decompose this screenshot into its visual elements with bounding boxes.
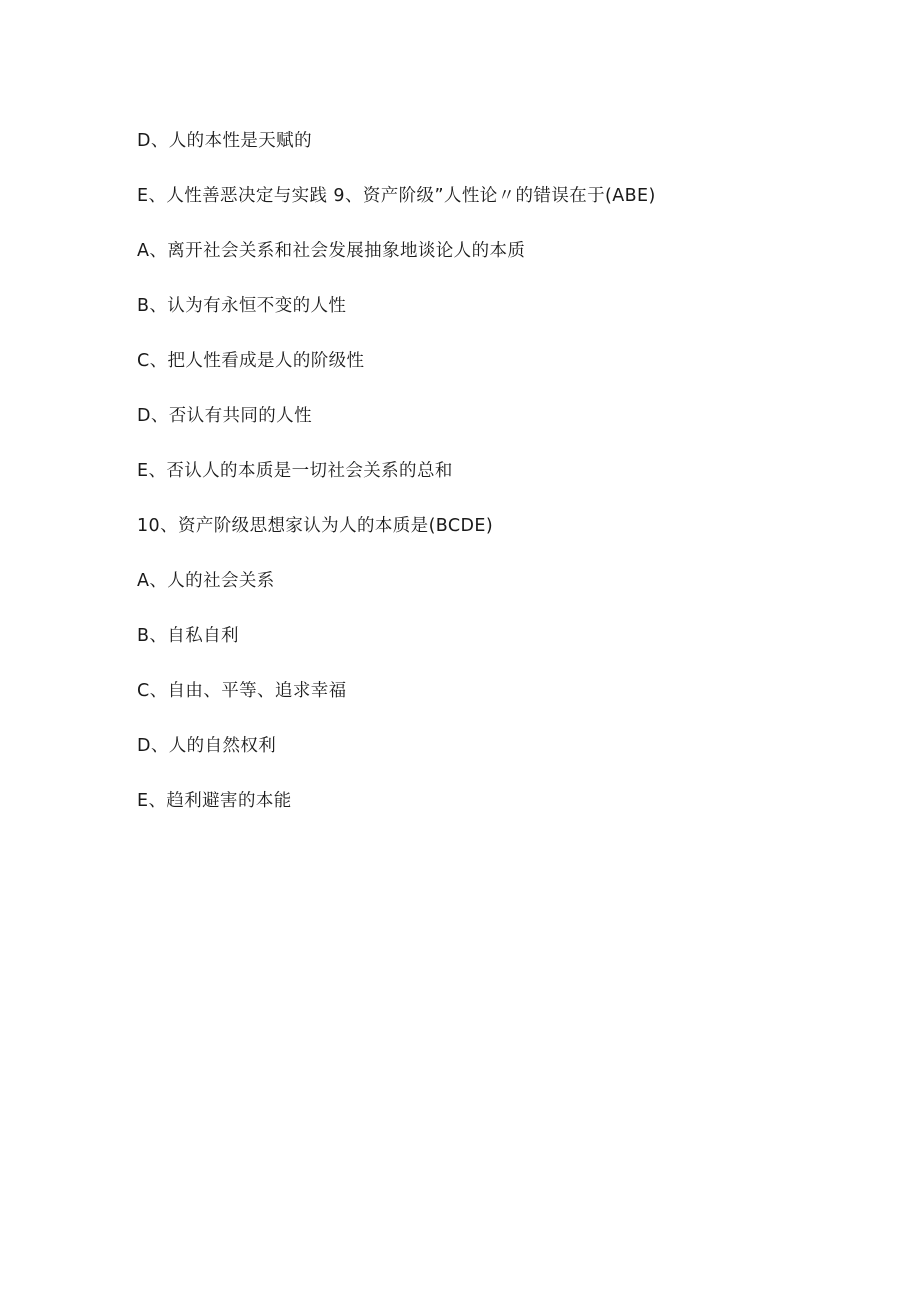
- option-d-line: D、否认有共同的人性: [137, 406, 312, 426]
- option-a-line: A、离开社会关系和社会发展抽象地谈论人的本质: [137, 241, 526, 261]
- option-e-line: E、否认人的本质是一切社会关系的总和: [137, 461, 453, 481]
- option-e-and-question-9-line: E、人性善恶决定与实践 9、资产阶级”人性论〃的错误在于(ABE): [137, 186, 656, 206]
- option-d-line: D、人的本性是天赋的: [137, 131, 312, 151]
- option-b-line: B、自私自利: [137, 626, 239, 646]
- option-e-line: E、趋利避害的本能: [137, 791, 292, 811]
- option-d-line: D、人的自然权利: [137, 736, 277, 756]
- option-c-line: C、自由、平等、追求幸福: [137, 681, 347, 701]
- document-body: [137, 126, 857, 841]
- option-c-line: C、把人性看成是人的阶级性: [137, 351, 365, 371]
- question-10-line: 10、资产阶级思想家认为人的本质是(BCDE): [137, 516, 494, 536]
- option-b-line: B、认为有永恒不变的人性: [137, 296, 347, 316]
- option-a-line: A、人的社会关系: [137, 571, 275, 591]
